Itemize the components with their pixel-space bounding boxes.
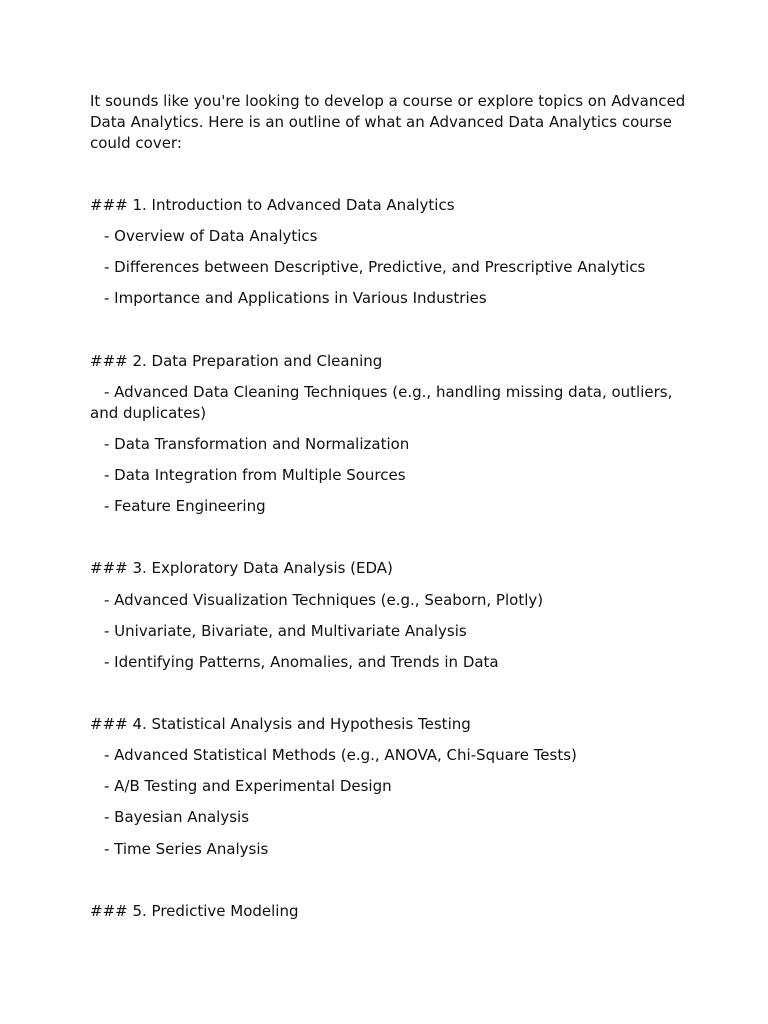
list-item: - Differences between Descriptive, Predictive, and Prescriptive Analytics xyxy=(104,258,646,276)
list-item: - Feature Engineering xyxy=(104,497,266,515)
section-heading: ### 1. Introduction to Advanced Data Analytics xyxy=(90,196,455,214)
list-item: - Bayesian Analysis xyxy=(104,808,250,826)
list-item: - A/B Testing and Experimental Design xyxy=(104,777,392,795)
list-item: - Identifying Patterns, Anomalies, and Trends in Data xyxy=(104,653,499,671)
list-item: - Advanced Data Cleaning Techniques (e.g., handling missing data, outliers, and duplicates) xyxy=(90,383,673,422)
list-item: - Data Integration from Multiple Sources xyxy=(104,466,406,484)
section-heading: ### 3. Exploratory Data Analysis (EDA) xyxy=(90,559,393,577)
section-heading: ### 4. Statistical Analysis and Hypothesis Testing xyxy=(90,715,471,733)
list-item: - Advanced Statistical Methods (e.g., ANOVA, Chi-Square Tests) xyxy=(104,746,577,764)
list-item: - Overview of Data Analytics xyxy=(104,227,318,245)
section-heading: ### 5. Predictive Modeling xyxy=(90,902,299,920)
list-item: - Time Series Analysis xyxy=(104,840,269,858)
list-item: - Advanced Visualization Techniques (e.g., Seaborn, Plotly) xyxy=(104,591,544,609)
list-item: - Data Transformation and Normalization xyxy=(104,435,410,453)
list-item: - Importance and Applications in Various Industries xyxy=(104,289,487,307)
section-heading: ### 2. Data Preparation and Cleaning xyxy=(90,352,383,370)
list-item: - Univariate, Bivariate, and Multivariate Analysis xyxy=(104,622,467,640)
intro-paragraph: It sounds like you're looking to develop a course or explore topics on Advanced Data Analytics. Here is an outline of what an Advanced Data Analytics course could cover: xyxy=(90,92,686,152)
